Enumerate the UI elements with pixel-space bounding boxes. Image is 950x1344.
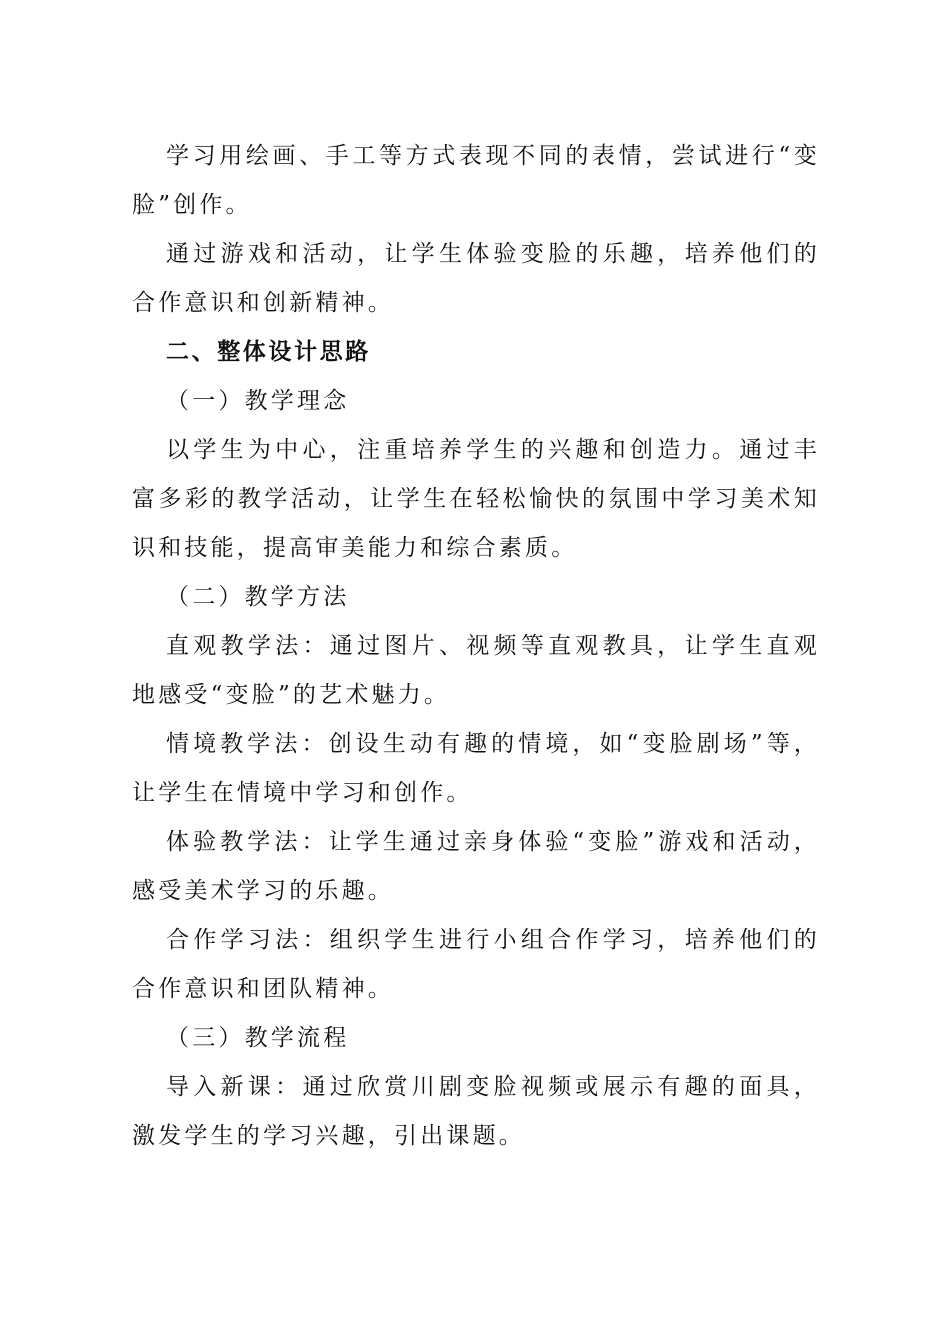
subsection-heading-3: （三）教学流程 xyxy=(166,1025,350,1051)
paragraph-5: 情境教学法：创设生动有趣的情境，如“变脸剧场”等，让学生在情境中学习和创作。 xyxy=(132,731,820,806)
paragraph-8: 导入新课：通过欣赏川剧变脸视频或展示有趣的面具，激发学生的学习兴趣，引出课题。 xyxy=(132,1074,820,1149)
paragraph-3: 以学生为中心，注重培养学生的兴趣和创造力。通过丰富多彩的教学活动，让学生在轻松愉快的氛围中学习美术知识和技能，提高审美能力和综合素质。 xyxy=(132,437,820,561)
document-body xyxy=(132,132,820,1161)
subsection-heading-1: （一）教学理念 xyxy=(166,388,350,414)
paragraph-1: 学习用绘画、手工等方式表现不同的表情，尝试进行“变脸”创作。 xyxy=(132,143,820,218)
paragraph-2: 通过游戏和活动，让学生体验变脸的乐趣，培养他们的合作意识和创新精神。 xyxy=(132,241,820,316)
subsection-heading-2: （二）教学方法 xyxy=(166,584,350,610)
paragraph-4: 直观教学法：通过图片、视频等直观教具，让学生直观地感受“变脸”的艺术魅力。 xyxy=(132,633,820,708)
paragraph-6: 体验教学法：让学生通过亲身体验“变脸”游戏和活动，感受美术学习的乐趣。 xyxy=(132,829,820,904)
section-heading: 二、整体设计思路 xyxy=(166,339,371,365)
paragraph-7: 合作学习法：组织学生进行小组合作学习，培养他们的合作意识和团队精神。 xyxy=(132,927,820,1002)
